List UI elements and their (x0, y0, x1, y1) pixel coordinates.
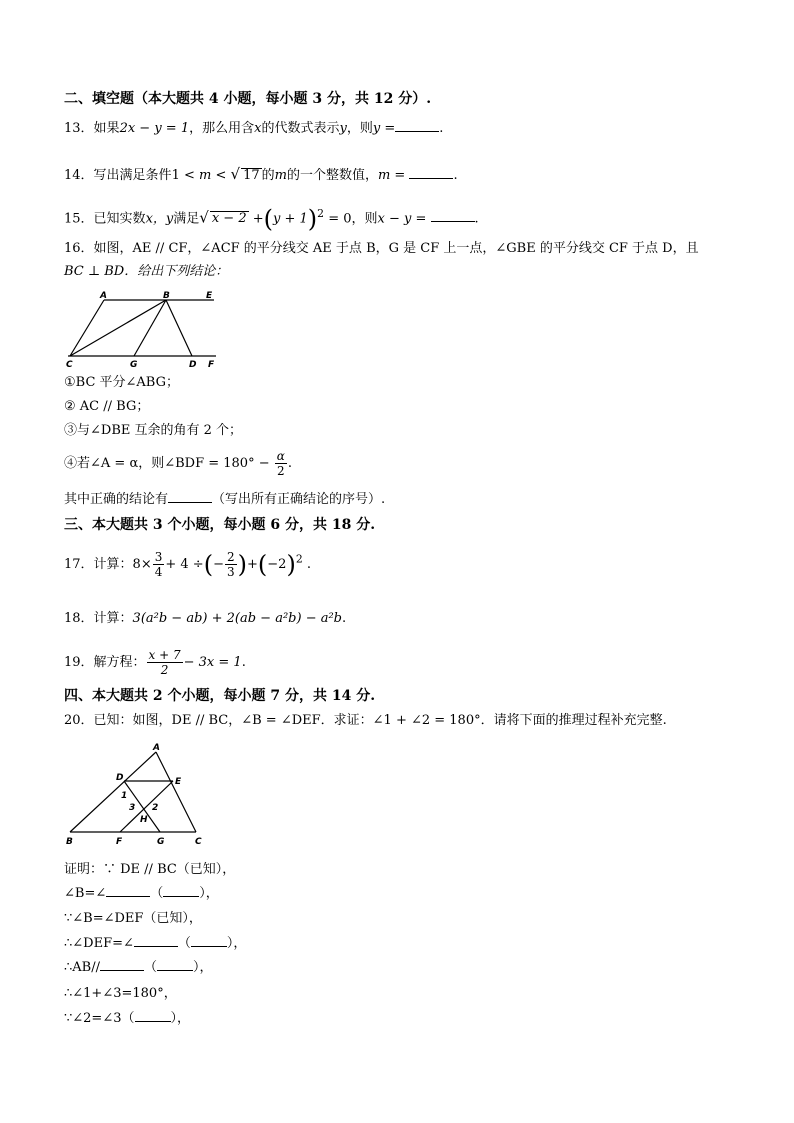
left-paren: ( (263, 204, 274, 233)
q14-number: 14． (64, 168, 94, 183)
label-2: 2 (152, 803, 159, 813)
label-1: 1 (121, 791, 128, 801)
question-15 (64, 204, 479, 233)
label-E: E (206, 291, 213, 301)
question-16-ask (64, 491, 385, 509)
frac-numerator: α (276, 449, 285, 463)
q14-var: m (274, 168, 287, 183)
proof-text: ）， (170, 1011, 191, 1026)
frac-denominator: 2 (276, 464, 285, 478)
proof-text: （ (177, 936, 191, 951)
fraction-3-4 (153, 550, 165, 579)
proof-text: （ (143, 960, 157, 975)
sqrt-symbol: √ (199, 208, 209, 227)
right-paren: ) (307, 204, 318, 233)
question-14 (64, 165, 458, 185)
conclusion-4-end: . (287, 456, 292, 471)
conclusion-3: ③与∠DBE 互余的角有 2 个； (64, 423, 243, 438)
right-paren: ) (237, 550, 247, 579)
question-19 (64, 648, 246, 677)
proof-blank-reason[interactable] (135, 1010, 171, 1022)
q14-answer-blank[interactable] (409, 167, 453, 179)
frac-numerator: x + 7 (148, 648, 181, 662)
segment-AC (70, 300, 104, 356)
frac-numerator: 3 (154, 550, 163, 564)
label-C: C (66, 360, 73, 370)
q15-eq: = 0 (328, 211, 352, 227)
proof-blank-reason[interactable] (157, 959, 193, 971)
proof-text: （ (150, 886, 164, 901)
section-title-fill-in: 二、填空题（本大题共 4 小题，每小题 3 分，共 12 分）. (64, 91, 432, 107)
proof-text: ∴∠DEF=∠ (64, 936, 134, 951)
question-16-line-2: BC ⊥ BD．给出下列结论： (64, 264, 229, 279)
q19-rest: − 3x = 1 (183, 655, 242, 670)
fraction-x7-over-2 (147, 648, 183, 677)
q15-answer-blank[interactable] (431, 210, 475, 222)
question-16-line-1: 16．如图，AE // CF，∠ACF 的平分线交 AE 于点 B，G 是 CF 上一点，∠GBE 的平分线交 CF 于点 D，且 (64, 241, 699, 256)
q13-answer-blank[interactable] (395, 120, 439, 132)
segment-BG (134, 300, 166, 356)
q17-base: −2 (267, 557, 287, 572)
proof-blank-reason[interactable] (191, 935, 227, 947)
q14-cond: < (211, 168, 231, 183)
q13-text: 的代数式表示 (261, 121, 340, 136)
label-3: 3 (129, 803, 136, 813)
proof-line-3: ∵∠B=∠DEF（已知）， (64, 911, 202, 926)
minus-sign: − (213, 557, 224, 572)
label-D: D (189, 360, 197, 370)
proof-text: ）， (226, 936, 247, 951)
proof-blank-angle[interactable] (134, 935, 178, 947)
proof-line-6: ∴∠1+∠3=180°， (64, 986, 177, 1001)
proof-blank-reason[interactable] (163, 885, 199, 897)
proof-line-4 (64, 935, 246, 953)
proof-line-1: 证明：∵ DE // BC（已知）， (64, 862, 236, 877)
q15-text: 已知实数 (93, 211, 146, 227)
q13-var: y = (372, 121, 396, 136)
q17-term: + 4 ÷ (165, 557, 204, 572)
q14-var: m = (377, 168, 406, 183)
q15-exponent: 2 (317, 207, 325, 220)
q15-end: . (474, 211, 479, 227)
sqrt-symbol: √ (230, 165, 241, 183)
label-A: A (100, 291, 107, 301)
q17-exponent: 2 (295, 552, 303, 566)
q13-text: 如果 (93, 121, 120, 136)
q13-var: y (339, 121, 347, 136)
label-G: G (130, 360, 138, 370)
label-E: E (175, 777, 182, 787)
label-B: B (163, 291, 170, 301)
proof-line-7 (64, 1010, 190, 1028)
q13-var: x (254, 121, 262, 136)
proof-line-5 (64, 959, 213, 977)
q13-end: . (439, 121, 444, 136)
ask-text: （写出所有正确结论的序号）. (212, 492, 386, 507)
proof-text: ）， (199, 886, 219, 901)
label-H: H (140, 815, 148, 825)
label-F: F (116, 837, 123, 847)
proof-text: ∵∠2=∠3（ (64, 1011, 135, 1026)
label-D: D (116, 773, 124, 783)
q13-equation: 2x − y = 1 (119, 121, 190, 136)
frac-numerator: 2 (226, 550, 235, 564)
q16-answer-blank[interactable] (168, 491, 212, 503)
question-13 (64, 120, 443, 138)
plus-sign: + (246, 557, 258, 572)
q19-end: . (241, 655, 246, 670)
q14-text: 写出满足条件 (93, 168, 172, 183)
ask-text: 其中正确的结论有 (64, 492, 169, 507)
proof-text: ∴AB// (64, 960, 100, 975)
q18-end: . (342, 611, 347, 626)
q19-number: 19．解方程： (64, 655, 146, 670)
q17-number: 17．计算： (64, 557, 133, 572)
label-B: B (66, 837, 73, 847)
proof-blank-line[interactable] (100, 959, 144, 971)
q14-radicand: 17 (243, 168, 260, 183)
left-paren: ( (257, 550, 268, 579)
figure-20-diagram (64, 742, 214, 850)
section-title-three: 三、本大题共 3 个小题，每小题 6 分，共 18 分. (64, 517, 376, 533)
q14-text: 的 (261, 168, 275, 183)
conclusion-2: ② AC // BG； (64, 399, 150, 414)
q15-plus: + (252, 211, 264, 227)
label-A: A (153, 743, 160, 753)
q13-text: ，则 (346, 121, 373, 136)
q15-expr: x − y = (377, 211, 427, 227)
q18-expression: 3(a²b − ab) + 2(ab − a²b) − a²b (132, 611, 343, 626)
proof-text: ∠B=∠ (64, 886, 107, 901)
q13-number: 13． (64, 121, 94, 136)
conclusion-4-text: ④若∠A = α，则∠BDF = 180° − (64, 456, 270, 471)
right-paren: ) (286, 550, 296, 579)
q14-cond: 1 < (171, 168, 199, 183)
question-20-line-1: 20．已知：如图，DE // BC，∠B = ∠DEF．求证：∠1 + ∠2 = 180°．请将下面的推理过程补充完整. (64, 713, 667, 728)
frac-denominator: 4 (154, 565, 163, 579)
frac-denominator: 3 (226, 565, 235, 579)
label-C: C (195, 837, 202, 847)
q13-text: ，那么用含 (189, 121, 255, 136)
section-title-four: 四、本大题共 2 个小题，每小题 7 分，共 14 分. (64, 688, 376, 704)
frac-denominator: 2 (160, 663, 169, 677)
q14-end: . (453, 168, 458, 183)
fraction-alpha-over-2 (275, 449, 287, 478)
q14-text: 的一个整数值， (286, 168, 378, 183)
question-18 (64, 610, 346, 628)
q15-vars: x，y (145, 211, 174, 227)
q18-number: 18．计算： (64, 611, 133, 626)
q15-text: ，则 (351, 211, 378, 227)
proof-blank-angle[interactable] (106, 885, 150, 897)
segment-BC (70, 300, 166, 356)
label-F: F (208, 360, 215, 370)
figure-16-diagram (64, 290, 224, 372)
proof-line-2 (64, 885, 219, 903)
label-G: G (157, 837, 165, 847)
question-17 (64, 550, 311, 579)
q14-var: m (199, 168, 212, 183)
left-paren: ( (203, 550, 214, 579)
q15-number: 15． (64, 211, 94, 227)
q17-end: . (306, 557, 311, 572)
q15-radicand: x − 2 (211, 211, 247, 227)
fraction-2-3 (225, 550, 237, 579)
q15-inner: y + 1 (273, 211, 308, 227)
q17-term: 8× (132, 557, 152, 572)
conclusion-4 (64, 449, 292, 478)
proof-text: ）， (193, 960, 213, 975)
segment-BD (166, 300, 192, 356)
q15-text: 满足 (173, 211, 200, 227)
conclusion-1: ①BC 平分∠ABG； (64, 375, 179, 390)
